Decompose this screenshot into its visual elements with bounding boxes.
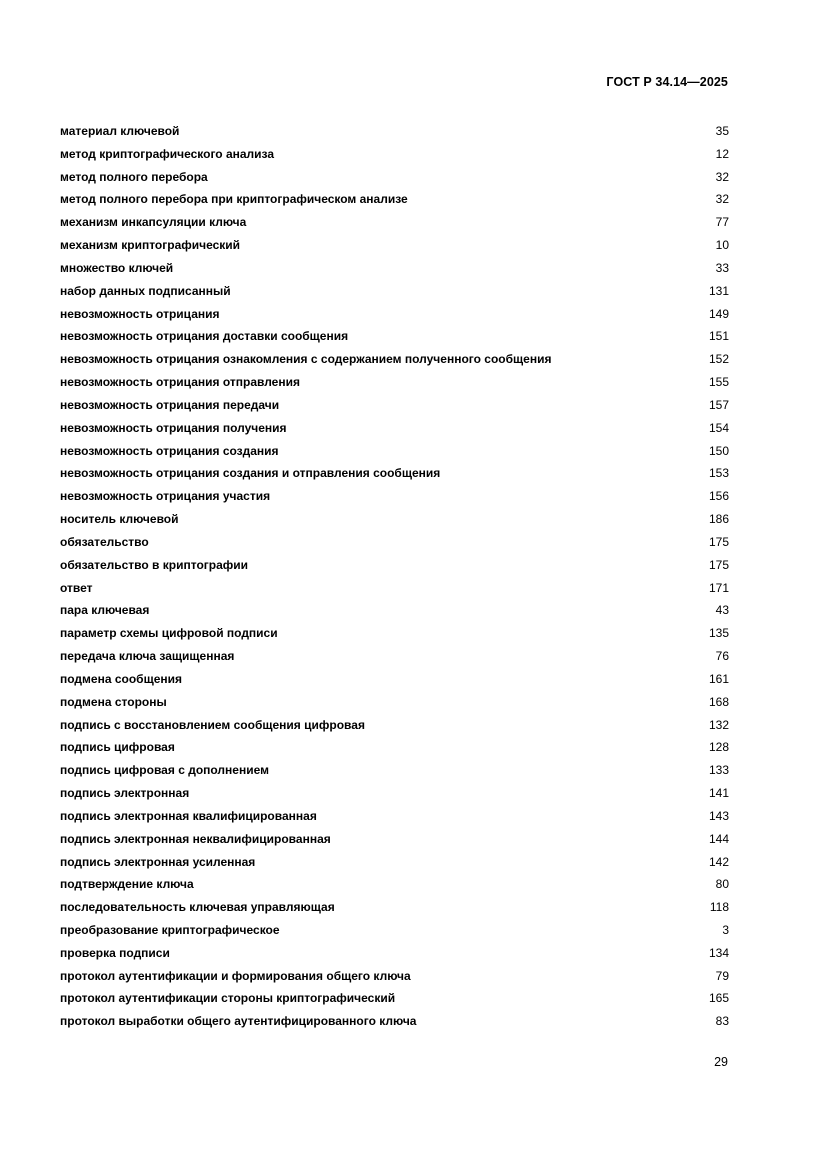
index-entry (60, 942, 729, 965)
index-entry (60, 188, 729, 211)
index-entry (60, 645, 729, 668)
index-entry (60, 485, 729, 508)
index-page-number: 32 (715, 192, 729, 207)
index-entry (60, 303, 729, 326)
index-term: параметр схемы цифровой подписи (60, 626, 278, 641)
index-entry (60, 577, 729, 600)
index-list (60, 120, 729, 1033)
index-term: материал ключевой (60, 124, 180, 138)
index-term: набор данных подписанный (60, 283, 231, 298)
index-term: подпись электронная усиленная (60, 854, 256, 869)
index-entry (60, 965, 729, 988)
index-term: невозможность отрицания передачи (60, 397, 280, 412)
index-entry (60, 417, 729, 440)
index-page-number: 186 (708, 512, 729, 527)
index-page-number: 157 (708, 397, 729, 412)
index-entry (60, 851, 729, 874)
index-term: преобразование криптографическое (60, 922, 280, 937)
index-page-number: 171 (708, 580, 729, 595)
index-term: подтверждение ключа (60, 877, 194, 892)
index-term: множество ключей (60, 260, 174, 275)
index-term: пара ключевая (60, 603, 150, 618)
index-entry (60, 554, 729, 577)
index-term: невозможность отрицания создания (60, 443, 279, 458)
index-term: протокол аутентификации и формирования общего ключа (60, 968, 411, 983)
index-entry (60, 280, 729, 303)
index-page-number: 43 (715, 603, 729, 618)
index-entry (60, 348, 729, 371)
index-page-number: 151 (708, 329, 729, 344)
index-term: подмена стороны (60, 694, 167, 709)
index-entry (60, 394, 729, 417)
index-page-number: 143 (708, 808, 729, 823)
index-entry (60, 736, 729, 759)
index-term: последовательность ключевая управляющая (60, 900, 335, 915)
index-entry (60, 896, 729, 919)
index-page-number: 141 (708, 786, 729, 801)
index-entry (60, 805, 729, 828)
index-term: невозможность отрицания получения (60, 420, 287, 435)
index-entry (60, 622, 729, 645)
index-entry (60, 668, 729, 691)
index-page-number: 149 (708, 306, 729, 321)
index-entry (60, 987, 729, 1010)
index-term: механизм криптографический (60, 238, 241, 253)
index-term: невозможность отрицания участия (60, 489, 271, 504)
index-entry (60, 919, 729, 942)
index-page-number: 150 (708, 443, 729, 458)
index-entry (60, 440, 729, 463)
index-term: обязательство (60, 534, 149, 549)
index-page-number: 168 (708, 694, 729, 709)
index-page-number: 161 (708, 671, 729, 686)
index-page-number: 12 (715, 146, 729, 161)
index-entry (60, 759, 729, 782)
index-page-number: 165 (708, 991, 729, 1006)
index-page-number: 135 (708, 626, 729, 641)
index-page-number: 10 (715, 238, 729, 253)
index-page-number: 153 (708, 466, 729, 481)
index-page-number: 3 (722, 922, 729, 937)
index-page-number: 80 (715, 877, 729, 892)
index-page-number: 76 (715, 649, 729, 664)
index-term: подпись электронная квалифицированная (60, 808, 317, 823)
index-page-number: 83 (715, 1014, 729, 1029)
index-entry (60, 143, 729, 166)
index-entry (60, 1010, 729, 1033)
index-entry (60, 714, 729, 737)
index-term: подпись с восстановлением сообщения цифровая (60, 717, 365, 732)
index-page-number: 131 (708, 283, 729, 298)
index-term: невозможность отрицания создания и отправления сообщения (60, 466, 441, 481)
index-page-number: 35 (715, 124, 729, 138)
index-page-number: 142 (708, 854, 729, 869)
index-term: метод криптографического анализа (60, 146, 275, 161)
index-entry (60, 508, 729, 531)
index-term: передача ключа защищенная (60, 649, 235, 664)
index-page-number: 175 (708, 534, 729, 549)
index-entry (60, 234, 729, 257)
document-header: ГОСТ Р 34.14—2025 (606, 75, 728, 89)
index-page-number: 33 (715, 260, 729, 275)
index-page-number: 152 (708, 352, 729, 367)
index-entry (60, 873, 729, 896)
index-entry (60, 691, 729, 714)
index-entry (60, 782, 729, 805)
index-page-number: 128 (708, 740, 729, 755)
index-entry (60, 828, 729, 851)
index-page-number: 175 (708, 557, 729, 572)
index-term: проверка подписи (60, 945, 170, 960)
page-number: 29 (714, 1055, 728, 1069)
index-term: протокол выработки общего аутентифицированного ключа (60, 1014, 417, 1029)
index-term: невозможность отрицания доставки сообщения (60, 329, 349, 344)
index-entry (60, 462, 729, 485)
index-page-number: 155 (708, 375, 729, 390)
index-term: подпись цифровая с дополнением (60, 763, 269, 778)
index-term: подмена сообщения (60, 671, 183, 686)
index-entry (60, 166, 729, 189)
index-term: метод полного перебора при криптографическом анализе (60, 192, 408, 207)
index-term: ответ (60, 580, 93, 595)
index-page-number: 134 (708, 945, 729, 960)
index-term: невозможность отрицания отправления (60, 375, 300, 390)
index-term: подпись электронная (60, 786, 190, 801)
index-page-number: 133 (708, 763, 729, 778)
index-term: обязательство в криптографии (60, 557, 249, 572)
index-entry (60, 257, 729, 280)
index-page-number: 144 (708, 831, 729, 846)
index-entry (60, 325, 729, 348)
index-term: носитель ключевой (60, 512, 179, 527)
index-term: метод полного перебора (60, 169, 208, 184)
index-page-number: 132 (708, 717, 729, 732)
index-term: механизм инкапсуляции ключа (60, 215, 247, 230)
index-page-number: 118 (709, 900, 729, 915)
index-term: подпись электронная неквалифицированная (60, 831, 331, 846)
index-entry (60, 371, 729, 394)
index-page-number: 154 (708, 420, 729, 435)
index-term: протокол аутентификации стороны криптографический (60, 991, 396, 1006)
index-page-number: 77 (715, 215, 729, 230)
index-entry (60, 120, 729, 143)
index-term: невозможность отрицания ознакомления с содержанием полученного сообщения (60, 352, 552, 367)
index-entry (60, 531, 729, 554)
index-page-number: 79 (715, 968, 729, 983)
index-page-number: 32 (715, 169, 729, 184)
index-entry (60, 599, 729, 622)
index-entry (60, 211, 729, 234)
index-term: подпись цифровая (60, 740, 175, 755)
index-term: невозможность отрицания (60, 306, 220, 321)
index-page-number: 156 (708, 489, 729, 504)
